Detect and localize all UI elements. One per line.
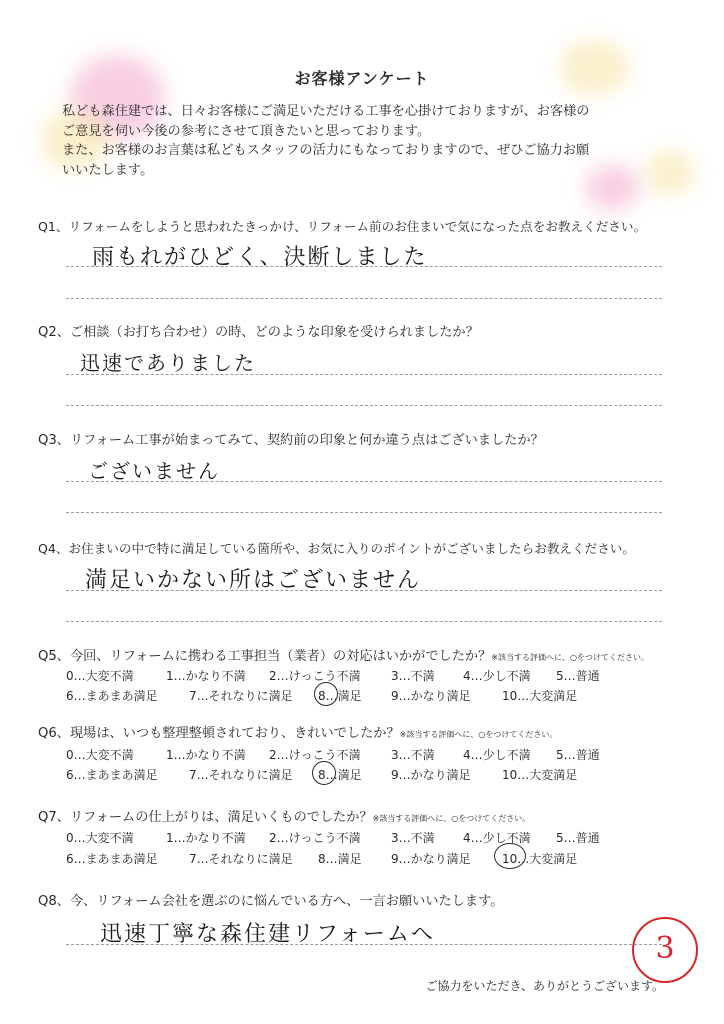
rating-option-1[interactable]: 1…かなり不満 (166, 831, 246, 845)
answer-line (66, 621, 662, 622)
rating-option-10[interactable]: 10…大変満足 (502, 768, 578, 782)
question-6-note: ※該当する評価へに、○をつけてください。 (399, 730, 558, 739)
rating-option-2[interactable]: 2…けっこう不満 (269, 669, 361, 683)
rating-option-2[interactable]: 2…けっこう不満 (269, 831, 361, 845)
answer-3-handwriting: ございません (88, 459, 220, 483)
question-2: Q2、ご相談（お打ち合わせ）の時、どのような印象を受けられましたか？ (38, 325, 479, 340)
rating-option-5[interactable]: 5…普通 (556, 831, 600, 845)
rating-option-9[interactable]: 9…かなり満足 (391, 852, 471, 866)
intro-line: ご意見を伺い今後の参考にさせて頂きたいと思っております。 (62, 123, 431, 139)
question-8: Q8、今、リフォーム会社を選ぶのに悩んでいる方へ、一言お願いいたします。 (38, 894, 504, 909)
rating-option-10[interactable]: 10…大変満足 (502, 689, 578, 703)
rating-option-7[interactable]: 7…それなりに満足 (189, 689, 293, 703)
rating-option-7[interactable]: 7…それなりに満足 (189, 768, 293, 782)
question-6-text: Q6、現場は、いつも整理整頓されており、きれいでしたか？ (38, 726, 400, 741)
question-7-text: Q7、リフォームの仕上がりは、満足いくものでしたか？ (38, 810, 373, 825)
rating-option-8[interactable]: 8…満足 (318, 768, 362, 782)
rating-option-0[interactable]: 0…大変不満 (66, 748, 134, 762)
answer-line (66, 298, 662, 299)
answer-2-handwriting: 迅速でありました (80, 351, 256, 375)
intro-line: 私ども森住建では、日々お客様にご満足いただける工事を心掛けておりますが、お客様の (62, 104, 590, 119)
survey-title: お客様アンケート (294, 69, 430, 88)
rating-option-6[interactable]: 6…まあまあ満足 (66, 852, 158, 866)
selected-rating-circle-q6 (312, 761, 336, 785)
rating-option-8[interactable]: 8…満足 (318, 852, 362, 866)
rating-option-4[interactable]: 4…少し不満 (463, 748, 531, 762)
question-1: Q1、リフォームをしようと思われたきっかけ、リフォーム前のお住まいで気になった点をお教えください。 (38, 219, 647, 234)
rating-option-1[interactable]: 1…かなり不満 (166, 669, 246, 683)
answer-line (66, 405, 662, 406)
answer-8-handwriting: 迅速丁寧な森住建リフォームへ (100, 922, 435, 947)
answer-line (66, 374, 662, 375)
question-5 (38, 645, 649, 664)
selected-rating-circle-q7 (494, 843, 526, 869)
selected-rating-circle-q5 (314, 682, 338, 706)
question-6 (38, 722, 557, 741)
rating-option-6[interactable]: 6…まあまあ満足 (66, 768, 158, 782)
rating-option-5[interactable]: 5…普通 (556, 669, 600, 683)
answer-1-handwriting: 雨もれがひどく、決断しました (92, 245, 428, 270)
intro-text (62, 102, 682, 180)
rating-option-5[interactable]: 5…普通 (556, 748, 600, 762)
rating-option-0[interactable]: 0…大変不満 (66, 669, 134, 683)
rating-option-2[interactable]: 2…けっこう不満 (269, 748, 361, 762)
answer-line (66, 512, 662, 513)
rating-option-3[interactable]: 3…不満 (391, 831, 435, 845)
rating-option-0[interactable]: 0…大変不満 (66, 831, 134, 845)
rating-option-9[interactable]: 9…かなり満足 (391, 768, 471, 782)
rating-option-9[interactable]: 9…かなり満足 (391, 689, 471, 703)
rating-option-3[interactable]: 3…不満 (391, 748, 435, 762)
intro-line: また、お客様のお言葉は私どもスタッフの活力にもなっておりますので、ぜひご協力お願 (62, 143, 590, 158)
question-3: Q3、リフォーム工事が始まってみて、契約前の印象と何か違う点はございましたか？ (38, 433, 544, 448)
question-4: Q4、お住まいの中で特に満足している箇所や、お気に入りのポイントがございましたらお教えください。 (38, 541, 635, 556)
rating-option-10[interactable]: 10…大変満足 (502, 852, 578, 866)
rating-option-4[interactable]: 4…少し不満 (463, 831, 531, 845)
answer-line (66, 266, 662, 267)
thank-you-footer: ご協力をいただき、ありがとうございます。 (425, 979, 664, 993)
rating-option-4[interactable]: 4…少し不満 (463, 669, 531, 683)
answer-line (66, 944, 662, 945)
rating-option-1[interactable]: 1…かなり不満 (166, 748, 246, 762)
question-5-text: Q5、今回、リフォームに携わる工事担当（業者）の対応はいかがでしたか？ (38, 649, 492, 664)
answer-line (66, 590, 662, 591)
rating-option-3[interactable]: 3…不満 (391, 669, 435, 683)
rating-option-8[interactable]: 8…満足 (318, 689, 362, 703)
question-5-note: ※該当する評価へに、○をつけてください。 (491, 653, 649, 662)
intro-line: いいたします。 (62, 162, 154, 178)
rating-option-6[interactable]: 6…まあまあ満足 (66, 689, 158, 703)
answer-line (66, 481, 662, 482)
answer-4-handwriting: 満足いかない所はございません (85, 568, 422, 593)
rating-option-7[interactable]: 7…それなりに満足 (189, 852, 293, 866)
question-7 (38, 806, 530, 825)
question-7-note: ※該当する評価へに、○をつけてください。 (372, 814, 531, 823)
stamp-mark: 3 (632, 917, 698, 983)
